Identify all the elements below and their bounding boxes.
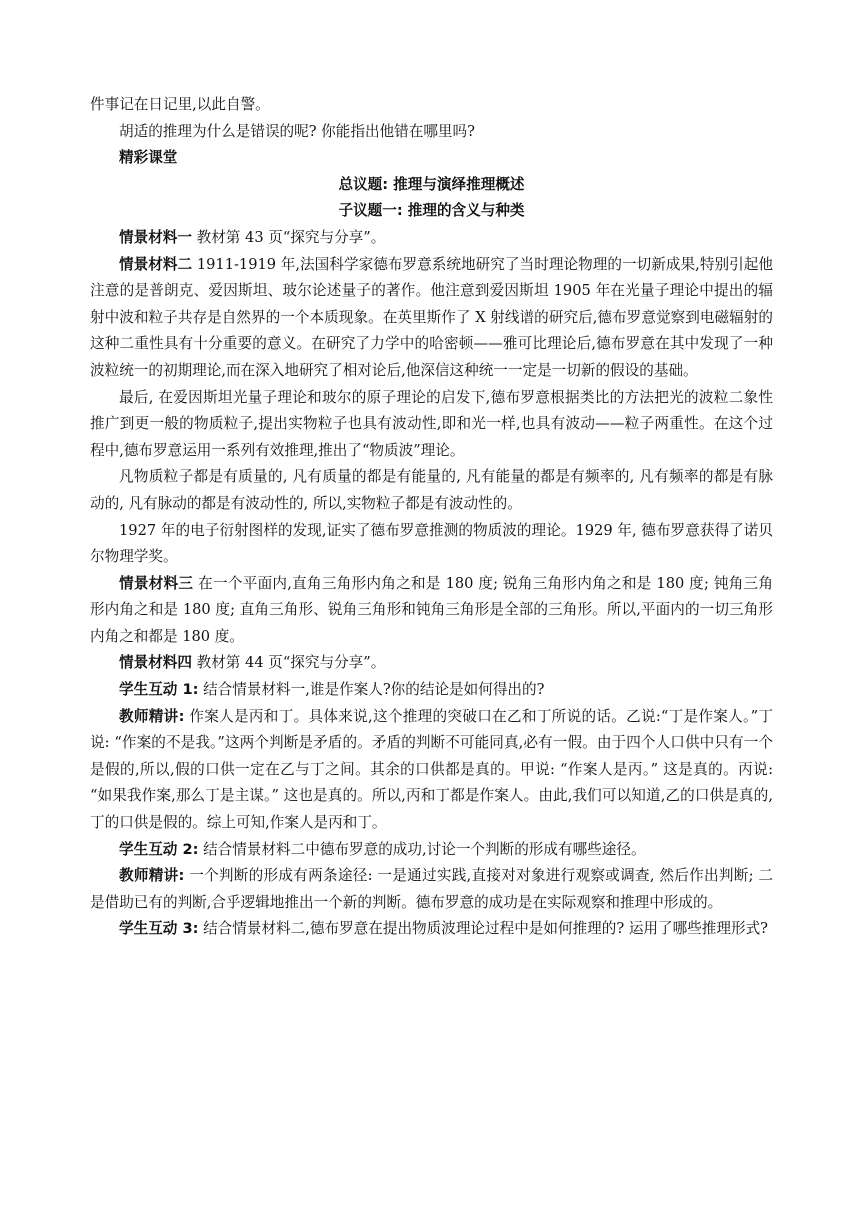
material-2-label: 情景材料二	[119, 255, 193, 273]
teacher-explanation-1-text: 作案人是丙和丁。具体来说,这个推理的突破口在乙和丁所说的话。乙说:“丁是作案人。”丁说: “作案的不是我。”这两个判断是矛盾的。矛盾的判断不可能同真,必有一假。由于四个人口供中只有一个是假的,所以,假的口供一定在乙与丁之间。其余的口供都是真的。甲说: “作案人是丙。” 这是真的。丙说: “如果我作案,那么丁是主谋。” 这也是真的。所以,丙和丁都是作案人。由此,我们可以知道,乙的口供是真的,丁的口供是假的。综上可知,作案人是丙和丁。	[90, 707, 773, 832]
teacher-explanation-2-text: 一个判断的形成有两条途径: 一是通过实践,直接对对象进行观察或调查, 然后作出判断; 二是借助已有的判断,合乎逻辑地推出一个新的判断。德布罗意的成功是在实际观察和推理中形成的。	[90, 867, 773, 911]
material-1-text: 教材第 43 页“探究与分享”。	[191, 228, 386, 246]
student-interaction-3-text: 结合情景材料二,德布罗意在提出物质波理论过程中是如何推理的? 运用了哪些推理形式?	[198, 920, 768, 938]
material-4	[90, 650, 773, 677]
paragraph-continuation: 件事记在日记里,以此自警。	[90, 96, 270, 113]
material-2-paragraph-4: 1927 年的电子衍射图样的发现,证实了德布罗意推测的物质波的理论。1929 年, 德布罗意获得了诺贝尔物理学奖。	[90, 521, 773, 566]
material-3-label: 情景材料三	[119, 574, 194, 592]
subtopic-title: 子议题一: 推理的含义与种类	[338, 202, 525, 220]
student-interaction-2-label: 学生互动 2:	[119, 840, 199, 858]
material-3-text: 在一个平面内,直角三角形内角之和是 180 度; 锐角三角形内角之和是 180 度; 钝角三角形内角之和是 180 度; 直角三角形、锐角三角形和钝角三角形是全部的三角形。所以,平面内的一切三角形内角之和都是 180 度。	[90, 574, 773, 645]
section-heading: 精彩课堂	[119, 149, 178, 167]
teacher-explanation-2	[90, 863, 773, 916]
material-3	[90, 571, 773, 651]
paragraph-question: 胡适的推理为什么是错误的呢? 你能指出他错在哪里吗?	[119, 122, 475, 140]
student-interaction-2-text: 结合情景材料二中德布罗意的成功,讨论一个判断的形成有哪些途径。	[198, 840, 646, 858]
material-1-label: 情景材料一	[119, 228, 192, 246]
material-2-text: 1911-1919 年,法国科学家德布罗意系统地研究了当时理论物理的一切新成果,特别引起他注意的是普朗克、爱因斯坦、玻尔论述量子的著作。他注意到爱因斯坦 1905 年在光量子理论中提出的辐射中波和粒子共存是自然界的一个本质现象。在英里斯作了 X 射线谱的研究后,德布罗意觉察到电磁辐射的这种二重性具有十分重要的意义。在研究了力学中的哈密顿——雅可比理论后,德布罗意在其中发现了一种波粒统一的初期理论,而在深入地研究了相对论后,他深信这种统一一定是一切新的假设的基础。	[90, 255, 773, 379]
student-interaction-3	[90, 916, 773, 943]
main-topic-title: 总议题: 推理与演绎推理概述	[338, 175, 525, 193]
student-interaction-3-label: 学生互动 3:	[119, 920, 199, 938]
document-body	[90, 92, 773, 943]
teacher-explanation-1	[90, 704, 773, 837]
teacher-explanation-1-label: 教师精讲:	[119, 707, 185, 725]
material-2	[90, 252, 773, 385]
student-interaction-1-label: 学生互动 1:	[119, 681, 199, 699]
material-4-text: 教材第 44 页“探究与分享”。	[191, 654, 386, 672]
student-interaction-1	[90, 677, 773, 704]
material-4-label: 情景材料四	[119, 654, 192, 672]
material-2-paragraph-2: 最后, 在爱因斯坦光量子理论和玻尔的原子理论的启发下,德布罗意根据类比的方法把光的波粒二象性推广到更一般的物质粒子,提出实物粒子也具有波动性,即和光一样,也具有波动——粒子两重性。在这个过程中,德布罗意运用一系列有效推理,推出了“物质波”理论。	[90, 388, 773, 459]
teacher-explanation-2-label: 教师精讲:	[119, 867, 185, 885]
material-2-paragraph-3: 凡物质粒子都是有质量的, 凡有质量的都是有能量的, 凡有能量的都是有频率的, 凡有频率的都是有脉动的, 凡有脉动的都是有波动性的, 所以,实物粒子都是有波动性的。	[90, 468, 773, 512]
student-interaction-1-text: 结合情景材料一,谁是作案人?你的结论是如何得出的?	[198, 681, 545, 699]
student-interaction-2	[90, 837, 773, 864]
material-1	[90, 225, 773, 252]
